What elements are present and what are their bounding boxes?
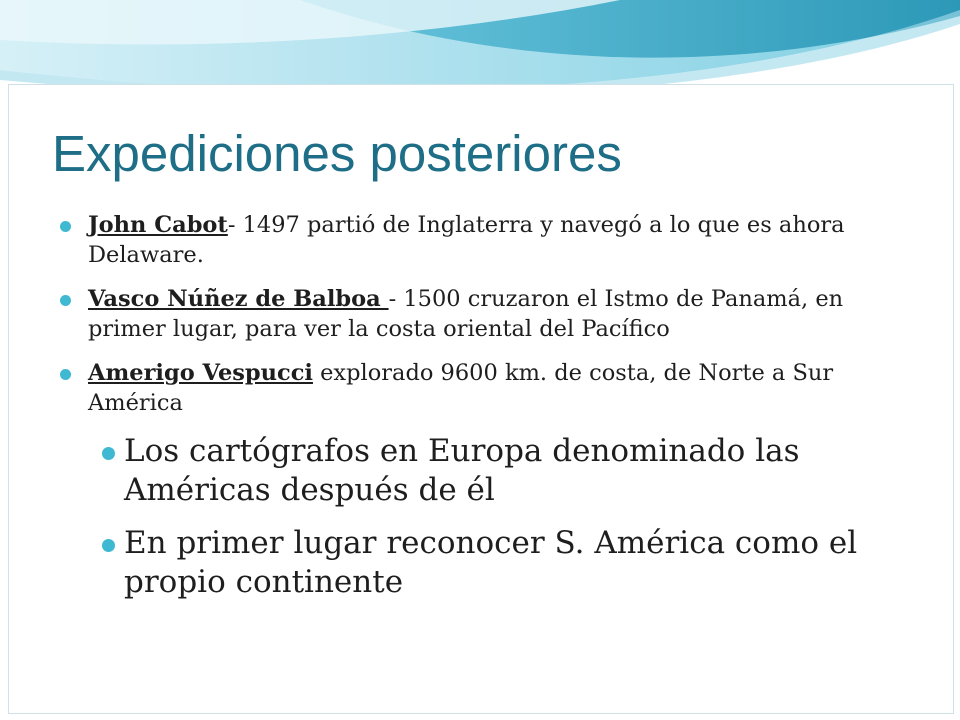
bullet-dot-icon [60,369,71,380]
bullet-item-balboa [60,284,910,344]
explorer-name: Vasco Núñez de Balboa [88,286,389,312]
bullet-item-vespucci [60,358,910,418]
sub-bullet-text: Los cartógrafos en Europa denominado las Américas después de él [124,433,800,508]
bullet-text: explorado 9600 km. de costa, de Norte a Sur América [88,360,834,416]
explorer-name: John Cabot [88,212,228,238]
bullet-dot-icon [60,295,71,306]
sub-bullet-text: En primer lugar reconocer S. América como el propio continente [124,525,858,600]
sub-bullet-cartographers [60,432,910,510]
bullet-list [60,210,910,616]
bullet-text: - 1500 cruzaron el Istmo de Panamá, en primer lugar, para ver la costa oriental del Pacífico [88,286,844,342]
bullet-item-john-cabot [60,210,910,270]
explorer-name: Amerigo Vespucci [88,360,313,386]
bullet-dot-icon [102,539,115,552]
slide-title: Expediciones posteriores [52,125,622,182]
bullet-dot-icon [60,221,71,232]
sub-bullet-continent [60,524,910,602]
bullet-text: - 1497 partió de Inglaterra y navegó a lo que es ahora Delaware. [88,212,845,268]
bullet-dot-icon [102,447,115,460]
